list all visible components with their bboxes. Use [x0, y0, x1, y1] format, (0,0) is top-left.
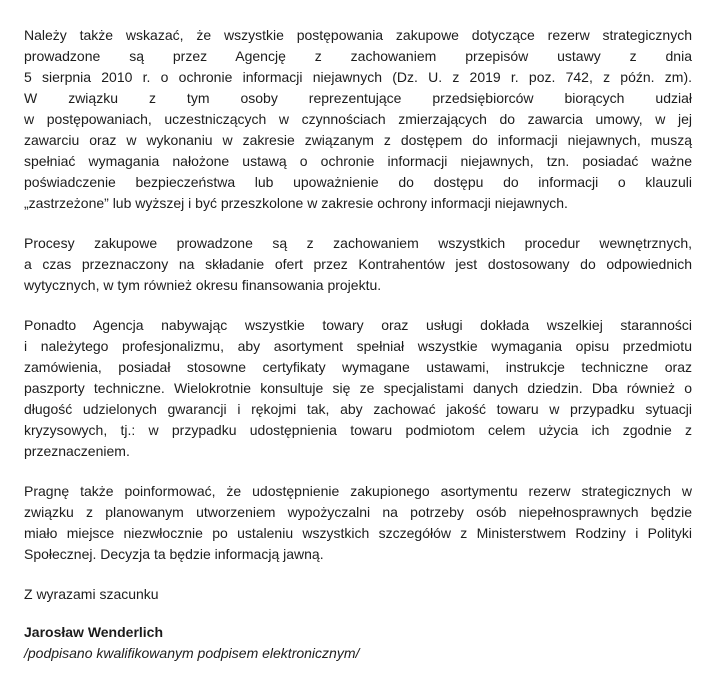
signature-note: /podpisano kwalifikowanym podpisem elektronicznym/	[24, 645, 360, 661]
text-line: W związku z tym osoby reprezentujące przedsiębiorców biorących udział	[24, 90, 692, 106]
text-line: 5 sierpnia 2010 r. o ochronie informacji niejawnych (Dz. U. z 2019 r. poz. 742, z późn. zm).	[24, 69, 692, 85]
text-line: prowadzone są przez Agencję z zachowaniem przepisów ustawy z dnia	[24, 48, 692, 64]
text-line: zawarciu oraz w wykonaniu w zakresie związanym z dostępem do informacji niejawnych, muszą	[24, 132, 692, 148]
text-line: w postępowaniach, uczestniczących w czynnościach zmierzających do zawarcia umowy, w jej	[24, 111, 692, 127]
text-line: „zastrzeżone” lub wyższej i być przeszkolone w zakresie ochrony informacji niejawnych.	[24, 195, 568, 211]
paragraph	[24, 25, 692, 214]
text-line: przeznaczeniem.	[24, 443, 130, 459]
closing-line: Z wyrazami szacunku	[24, 586, 159, 602]
text-line: Procesy zakupowe prowadzone są z zachowaniem wszystkich procedur wewnętrznych,	[24, 235, 692, 251]
text-line: spełniać wymagania nałożone ustawą o ochronie informacji niejawnych, tzn. posiadać ważne	[24, 153, 692, 169]
text-line: miało miejsce niezwłocznie po ustaleniu wszystkich szczegółów z Ministerstwem Rodziny i Polityki	[24, 525, 692, 541]
signature-name: Jarosław Wenderlich	[24, 624, 164, 640]
text-line: związku z planowanym utworzeniem wypożyczalni na potrzeby osób niepełnosprawnych będzie	[24, 504, 692, 520]
text-line: Społecznej. Decyzja ta będzie informacją jawną.	[24, 546, 324, 562]
text-line: a czas przeznaczony na składanie ofert przez Kontrahentów jest dostosowany do odpowiednich	[24, 256, 692, 272]
text-line: poświadczenie bezpieczeństwa lub upoważnienie do dostępu do informacji o klauzuli	[24, 174, 692, 190]
text-line: wytycznych, w tym również okresu finansowania projektu.	[24, 277, 382, 293]
paragraph	[24, 481, 692, 565]
text-line: kryzysowych, tj.: w przypadku udostępnienia towaru podmiotom celem użycia ich zgodnie z	[24, 422, 692, 438]
paragraph	[24, 233, 692, 296]
paragraph	[24, 315, 692, 462]
text-line: Pragnę także poinformować, że udostępnienie zakupionego asortymentu rezerw strategicznych w	[24, 483, 692, 499]
text-line: i należytego profesjonalizmu, aby asortyment spełniał wszystkie wymagania opisu przedmiotu	[24, 338, 692, 354]
text-line: Należy także wskazać, że wszystkie postępowania zakupowe dotyczące rezerw strategicznych	[24, 27, 692, 43]
text-line: zamówienia, posiadał stosowne certyfikaty wymagane ustawami, instrukcje techniczne oraz	[24, 359, 692, 375]
text-line: paszporty techniczne. Wielokrotnie konsultuje się ze specjalistami danych dziedzin. Dba również o	[24, 380, 692, 396]
text-line: długość udzielonych gwarancji i rękojmi tak, aby zachować jakość towaru w przypadku sytuacji	[24, 401, 692, 417]
text-line: Ponadto Agencja nabywając wszystkie towary oraz usługi dokłada wszelkiej staranności	[24, 317, 692, 333]
